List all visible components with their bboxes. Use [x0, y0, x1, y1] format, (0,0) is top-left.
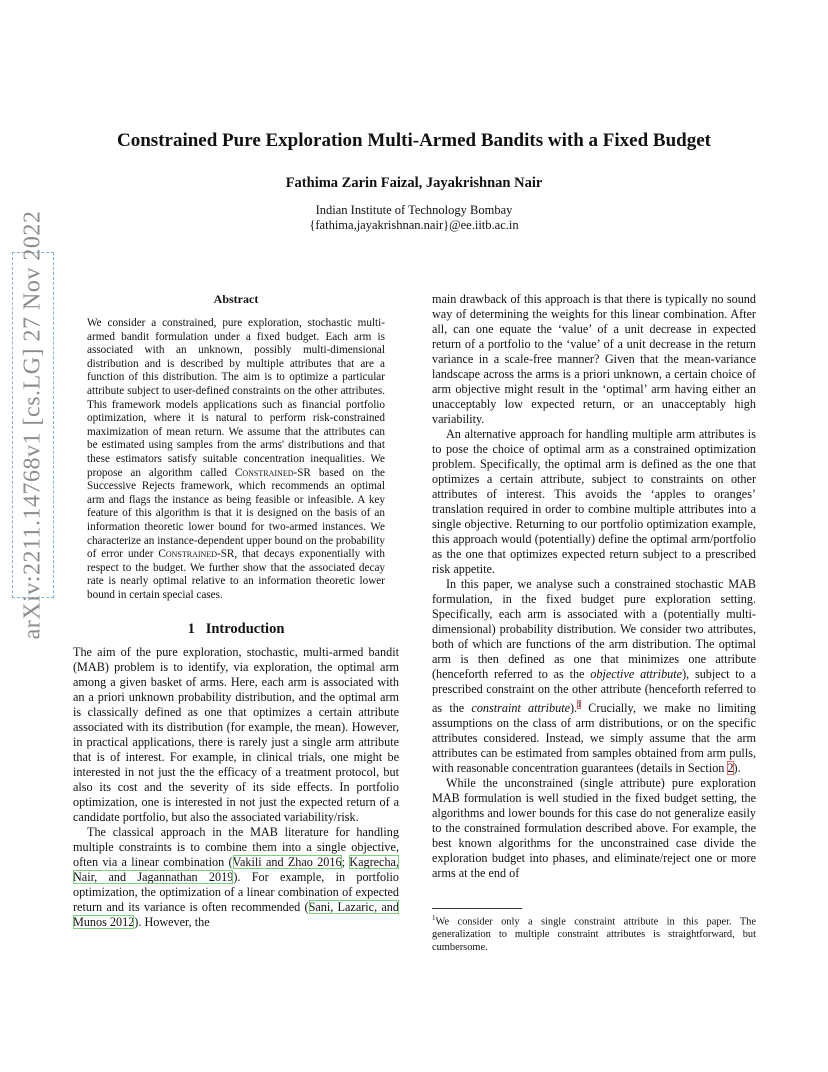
right-p3-text-5: ). — [733, 761, 741, 776]
affiliation: Indian Institute of Technology Bombay — [315, 203, 513, 217]
abstract-heading: Abstract — [213, 292, 259, 306]
author-email: {fathima,jayakrishnan.nair}@ee.iitb.ac.in — [309, 218, 519, 232]
abstract-text-1: We consider a constrained, pure exploration, stochastic multi-armed bandit formulation under a fixed budget. Each arm is associated with an unknown, possibly multi-dimensional distribution and is described by multiple attributes that are a function of this distribution. The aim is to optimize a particular attribute subject to user-defined constraints on the other attributes. This framework models applications such as financial portfolio optimization, where it is natural to perform risk-constrained maximization of mean return. We assume that the attributes can be estimated using samples from the arms' distributions and that these estimators satisfy suitable concentration inequalities. We propose an algorithm called — [87, 317, 385, 479]
right-p3-text-3: ). — [570, 701, 578, 716]
right-p3-text-4: Crucially, we make no limiting assumptions on the class of arm distributions, or on the specific attributes considered. Instead, we simply assume that the arm attributes can be estimated from samples obtained from arm pulls, with reasonable concentration guarantees (details in Section — [432, 701, 757, 776]
intro-p2-text-2: ). For example, in portfolio optimization, the optimization of a linear combination of expected return and its variance is often recommended ( — [73, 870, 399, 915]
footnote-text: We consider only a single constraint attribute in this paper. The generalization to multiple constraint attributes is straightforward, but cumbersome. — [432, 916, 756, 954]
left-column — [73, 292, 399, 930]
footnote-mark: 1 — [432, 914, 436, 922]
section-number: 1 — [187, 621, 195, 638]
abstract-text-2: based on the Successive Rejects framework, which recommends an optimal arm and flags the instance as being feasible or infeasible. A key feature of this algorithm is that it is designed on the basis of an information theoretic lower bound for two-armed instances. We characterize an instance-dependent upper bound on the probability of error under — [87, 466, 386, 561]
footnote — [432, 912, 756, 954]
arxiv-identifier-text: arXiv:2211.14768v1 [cs.LG] 27 Nov 2022 — [19, 210, 46, 640]
section-title: Introduction — [205, 621, 285, 638]
footnote-link[interactable]: 1 — [577, 700, 582, 709]
algorithm-name: Constrained-SR — [234, 466, 311, 479]
abstract-body — [87, 317, 385, 602]
citation-sani[interactable]: Sani, Lazaric, and Munos 2012 — [73, 900, 399, 930]
objective-attribute-term: objective attribute — [590, 667, 683, 681]
citation-separator: ; — [341, 855, 350, 870]
right-p3-text-2: ), subject to a prescribed constraint on the other attribute (henceforth referred to as the — [432, 667, 756, 716]
arxiv-identifier-stamp[interactable] — [12, 210, 54, 640]
right-paragraph-2: An alternative approach for handling multiple arm attributes is to pose the choice of optimal arm as a constrained optimization problem. Specifically, the optimal arm is defined as the one that optimizes a certain attribute, subject to constraints on other attributes of interest. This avoids the ‘apples to oranges’ translation required in order to combine multiple attributes into a single objective. Returning to our portfolio optimization example, this approach would (potentially) define the optimal arm/portfolio as the one that optimizes expected return subject to a prescribed risk appetite. — [432, 427, 756, 576]
footnote-divider — [432, 908, 522, 909]
right-column — [432, 292, 756, 881]
intro-paragraph-2 — [73, 825, 399, 930]
paper-authors: Fathima Zarin Faizal, Jayakrishnan Nair — [285, 175, 543, 191]
section-heading-introduction — [73, 622, 399, 637]
right-p3-text-1: In this paper, we analyse such a constrained stochastic MAB formulation, in the fixed budget pure exploration setting. Specifically, each arm is associated with a (potentially multi-dimensional) probability distribution. We consider two attributes, both of which are functions of the arm distribution. The optimal arm is then defined as one that minimizes one attribute (henceforth referred to as the — [432, 577, 756, 681]
citation-kagrecha[interactable]: Kagrecha, Nair, and Jagannathan 2019 — [73, 855, 399, 885]
right-paragraph-4: While the unconstrained (single attribute) pure exploration MAB formulation is well studied in the fixed budget setting, the algorithms and lower bounds for this case do not generalize easily to the constrained formulation described above. For example, the best known algorithms for the unconstrained case divide the exploration budget into phases, and eliminate/reject one or more arms at the end of — [432, 776, 756, 881]
right-paragraph-1: main drawback of this approach is that there is typically no sound way of determining the weights for this linear combination. After all, can one equate the ‘value’ of a unit decrease in expected return of a portfolio to the ‘value’ of a unit decrease in the return variance in a scale-free manner? Given that the mean-variance landscape across the arms is a priori unknown, a certain choice of arm objective might result in the ‘optimal’ arm having either an unacceptably low expected return, or an unacceptably high variability. — [432, 292, 756, 426]
intro-p2-text-1: The classical approach in the MAB literature for handling multiple constraints is to combine them into a single objective, often via a linear combination ( — [73, 825, 399, 870]
author-affiliation-block — [60, 203, 768, 233]
citation-vakili-zhao[interactable]: Vakili and Zhao 2016 — [232, 855, 342, 870]
intro-p2-text-3: ). However, the — [134, 915, 210, 930]
intro-paragraph-1: The aim of the pure exploration, stochastic, multi-armed bandit (MAB) problem is to identify, via exploration, the optimal arm among a given basket of arms. Here, each arm is associated with an a priori unknown probability distribution, and the optimal arm is classically defined as one that optimizes a certain attribute associated with its distribution (for example, the mean). However, in practical applications, there is rarely just a single arm attribute that is of interest. For example, in clinical trials, one might be interested in not just the the efficacy of a treatment protocol, but also its cost and the severity of its side effects. In portfolio optimization, one is interested in not just the expected return of a candidate portfolio, but also the associated variability/risk. — [73, 645, 399, 825]
section-reference-link[interactable]: 2 — [727, 761, 734, 776]
right-paragraph-3 — [432, 577, 756, 776]
paper-title: Constrained Pure Exploration Multi-Armed Bandits with a Fixed Budget — [117, 130, 711, 151]
constraint-attribute-term: constraint attribute — [471, 701, 570, 716]
algorithm-name-repeat: Constrained-SR — [158, 548, 235, 561]
abstract-text-3: , that decays exponentially with respect to the budget. We further show that the associated decay rate is nearly optimal relative to an information theoretic lower bound in certain special cases. — [87, 548, 386, 601]
